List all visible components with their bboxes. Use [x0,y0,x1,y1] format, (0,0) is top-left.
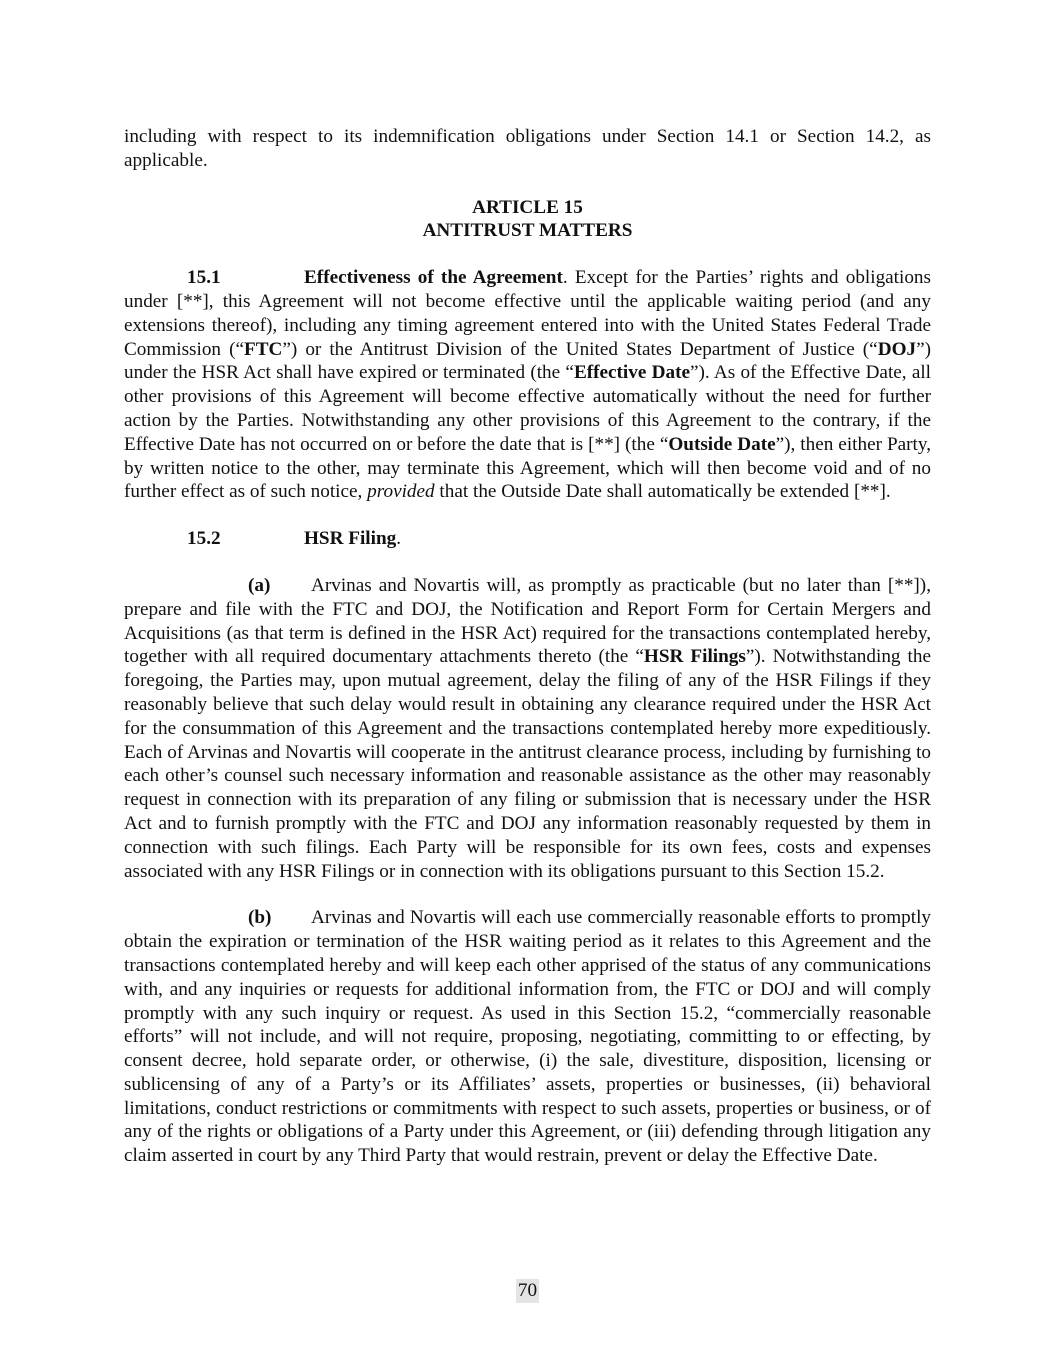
page-footer [0,1279,1055,1303]
section-15-1-text-3: ”) under the HSR Act shall have expired or terminated (the “ [124,338,931,384]
term-effective-date: Effective Date [573,362,690,384]
section-15-1-text-5: ”), then either Party, by written notice to the other, may terminate this Agreement, which will then become void and of no further effect as of such notice, [124,433,932,503]
section-15-1-text-6: that the Outside Date shall automatically be extended [**]. [434,481,891,503]
section-15-1-paragraph [124,266,931,504]
section-15-1-number: 15.1 [187,267,221,289]
subsection-a-paragraph [124,574,931,883]
page-number: 70 [517,1280,538,1301]
term-hsr-filings: HSR Filings [643,646,746,668]
section-15-2-heading [124,527,931,551]
term-ftc: FTC [243,338,283,360]
term-doj: DOJ [877,338,917,360]
section-15-2-number: 15.2 [187,528,221,550]
article-title: ANTITRUST MATTERS [422,220,633,242]
subsection-a-text-1: Arvinas and Novartis will, as promptly as practicable (but no later than [**]), prepare and file with the FTC and DOJ, the Notification and Report Form for Certain Mergers and Acquisitions (as that term is defined in the HSR Act) required for the transactions contemplated hereby, together with all required documentary attachments thereto (the “ [124,574,931,668]
section-15-2-title-end: . [396,528,402,550]
term-provided: provided [367,481,435,503]
article-number: ARTICLE 15 [472,196,583,218]
subsection-a-label: (a) [248,574,271,596]
section-15-2-title: HSR Filing [304,528,397,550]
section-15-1-text-2: ”) or the Antitrust Division of the United States Department of Justice (“ [282,338,878,360]
subsection-b-paragraph [124,906,931,1168]
section-15-1-text-4: ”). As of the Effective Date, all other provisions of this Agreement will become effective automatically without the need for further action by the Parties. Notwithstanding any other provisions of this Agreement to the contrary, if the Effective Date has not occurred on or before the date that is [**] (the “ [124,362,932,455]
section-15-1-text-1: . Except for the Parties’ rights and obligations under [**], this Agreement will not become effective until the applicable waiting period (and any extensions thereof), including any timing agreement entered into with the United States Federal Trade Commission (“ [124,267,931,360]
article-heading [124,196,931,244]
subsection-b-label: (b) [248,907,272,929]
document-page [124,125,931,1168]
section-15-1-title: Effectiveness of the Agreement [304,267,563,289]
term-outside-date: Outside Date [668,433,776,455]
continuation-paragraph: including with respect to its indemnification obligations under Section 14.1 or Section 14.2, as applicable. [124,126,931,171]
subsection-a-text-2: ”). Notwithstanding the foregoing, the Parties may, upon mutual agreement, delay the filing of any of the HSR Filings if they reasonably believe that such delay would result in obtaining any clearance required under the HSR Act for the consummation of this Agreement and the transactions contemplated hereby more expeditiously. Each of Arvinas and Novartis will cooperate in the antitrust clearance process, including by furnishing to each other’s counsel such necessary information and reasonable assistance as the other may reasonably request in connection with its preparation of any filing or submission that is necessary under the HSR Act and to furnish promptly with the FTC and DOJ any information reasonably requested by them in connection with such filings. Each Party will be responsible for its own fees, costs and expenses associated with any HSR Filings or in connection with its obligations pursuant to this Section 15.2. [124,646,931,882]
subsection-b-text: Arvinas and Novartis will each use commercially reasonable efforts to promptly obtain the expiration or termination of the HSR waiting period as it relates to this Agreement and the transactions contemplated hereby and will keep each other apprised of the status of any communications with, and any inquiries or requests for additional information from, the FTC or DOJ and will comply promptly with any such inquiry or request. As used in this Section 15.2, “commercially reasonable efforts” will not include, and will not require, proposing, negotiating, committing to or effecting, by consent decree, hold separate order, or otherwise, (i) the sale, divestiture, disposition, licensing or sublicensing of any of a Party’s or its Affiliates’ assets, properties or businesses, (ii) behavioral limitations, conduct restrictions or commitments with respect to such assets, properties or business, or of any of the rights or obligations of a Party under this Agreement, or (iii) defending through litigation any claim asserted in court by any Third Party that would restrain, prevent or delay the Effective Date. [124,907,931,1167]
